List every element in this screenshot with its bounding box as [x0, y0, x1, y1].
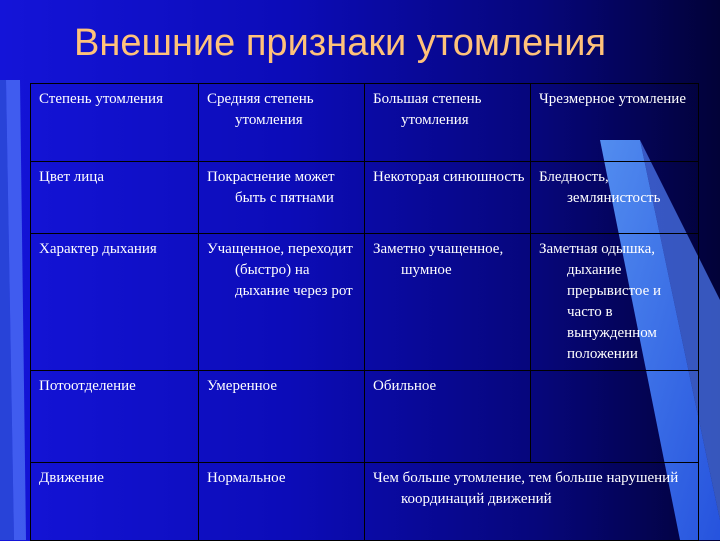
table-cell: Потоотделение — [31, 371, 199, 463]
table-cell: Характер дыхания — [31, 234, 199, 371]
table-cell-merged: Чем больше утомление, тем больше нарушений координаций движений — [365, 463, 699, 541]
table-cell: Умеренное — [199, 371, 365, 463]
table-row — [31, 234, 699, 371]
table-row — [31, 463, 699, 541]
table-cell: Большая степень утомления — [365, 84, 531, 162]
table-cell: Обильное — [365, 371, 531, 463]
table-cell: Средняя степень утомления — [199, 84, 365, 162]
table-cell: Степень утомления — [31, 84, 199, 162]
table-cell: Цвет лица — [31, 162, 199, 234]
fatigue-signs-table — [30, 83, 699, 541]
table-row — [31, 162, 699, 234]
table-cell: Движение — [31, 463, 199, 541]
table-cell-empty — [531, 371, 699, 463]
table-cell: Нормальное — [199, 463, 365, 541]
table-cell: Некоторая синюшность — [365, 162, 531, 234]
table-row — [31, 371, 699, 463]
table-cell: Заметная одышка, дыхание прерывистое и часто в вынужденном положении — [531, 234, 699, 371]
table-cell: Заметно учащенное, шумное — [365, 234, 531, 371]
slide-title: Внешние признаки утомления — [74, 22, 607, 64]
table-cell: Чрезмерное утомление — [531, 84, 699, 162]
table-cell: Учащенное, переходит (быстро) на дыхание через рот — [199, 234, 365, 371]
table-cell: Покраснение может быть с пятнами — [199, 162, 365, 234]
table-header-row — [31, 84, 699, 162]
table-cell: Бледность, землянистость — [531, 162, 699, 234]
